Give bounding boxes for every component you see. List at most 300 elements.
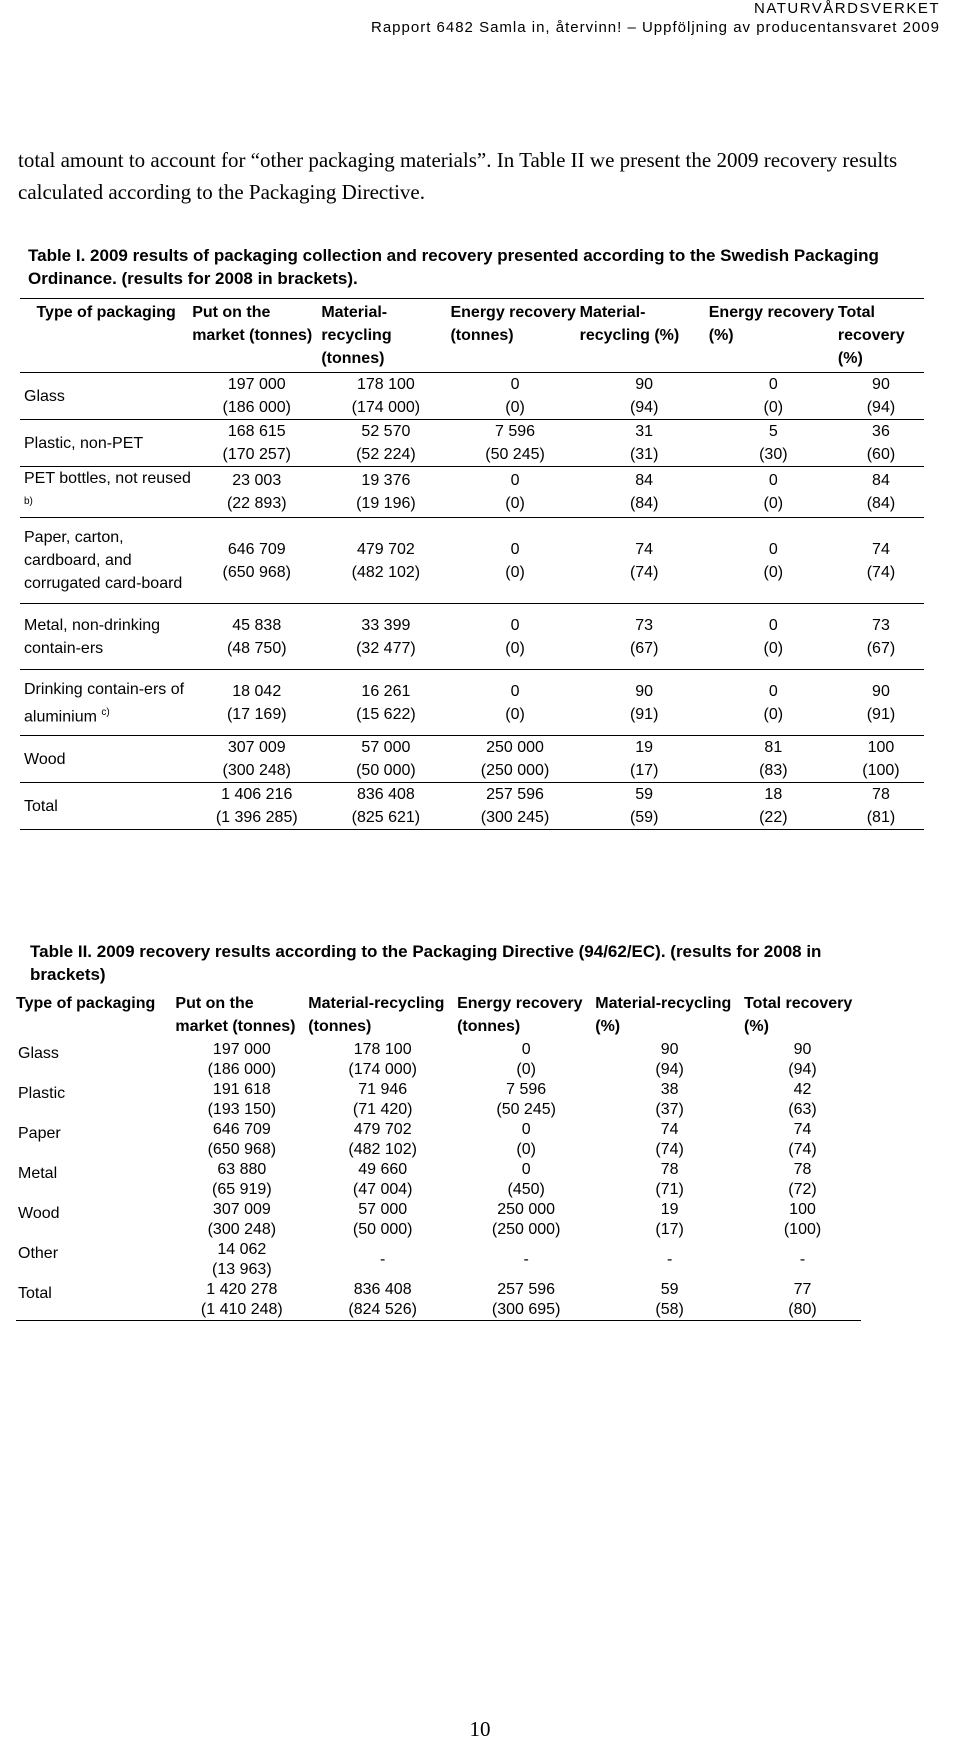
table1-value-cell [580, 467, 709, 518]
value-2008: (94) [629, 399, 659, 416]
value-2009: 49 660 [358, 1161, 408, 1178]
table2-value-cell [308, 1080, 457, 1120]
table1-type-cell [20, 467, 192, 518]
value-2009: 0 [768, 616, 778, 634]
value-2008: (19 196) [356, 495, 416, 513]
value-2009: 0 [510, 472, 520, 490]
packaging-type: Other [18, 1245, 59, 1262]
value-2009: 5 [768, 423, 778, 440]
table2-value-cell [175, 1080, 308, 1120]
value-2008: (825 621) [351, 809, 421, 827]
table2-value-cell [308, 1280, 457, 1321]
value-2009: 23 003 [232, 472, 282, 490]
value-2008: (71 420) [352, 1101, 413, 1118]
table2-header-row [16, 990, 861, 1040]
table2-value-cell [457, 1080, 595, 1120]
table2-value-cell [595, 1040, 744, 1080]
value-2009: 63 880 [217, 1161, 267, 1178]
table2-value-cell [744, 1240, 861, 1280]
value-2009: 0 [521, 1161, 531, 1178]
value-2009: 84 [872, 472, 890, 490]
value-2009: 197 000 [212, 1041, 271, 1058]
value-2008: (650 968) [222, 563, 291, 581]
table1-value-cell [192, 467, 321, 518]
value-2009: 646 709 [227, 540, 286, 558]
value-2009: 178 100 [353, 1041, 412, 1058]
value-2008: (300 248) [222, 762, 291, 780]
packaging-type: Plastic, non-PET [24, 434, 144, 452]
value-2008: (17) [655, 1221, 684, 1238]
value-2009: 250 000 [497, 1201, 556, 1218]
table1-value-cell [321, 670, 450, 736]
table2-value-cell [595, 1120, 744, 1160]
value-2009: - [666, 1251, 673, 1268]
table2-value-cell [308, 1200, 457, 1240]
packaging-type: Metal [18, 1165, 58, 1182]
value-2008: (91) [866, 705, 896, 723]
packaging-type: Total [24, 797, 58, 815]
value-2009: 45 838 [232, 616, 282, 634]
table1-value-cell [192, 783, 321, 830]
value-2009: 0 [510, 376, 520, 393]
table2-value-cell [595, 1240, 744, 1280]
value-2009: 77 [793, 1281, 812, 1298]
table1-value-cell [192, 373, 321, 420]
value-2008: (52 224) [356, 446, 416, 463]
table2-value-cell [175, 1120, 308, 1160]
value-2008: (74) [655, 1141, 684, 1158]
table1-header: Total recovery (%) [837, 304, 905, 367]
value-2008: (100) [862, 762, 900, 780]
table2-type-cell [16, 1240, 175, 1280]
table2-value-cell [175, 1040, 308, 1080]
value-2008: (67) [866, 639, 896, 657]
table2-value-cell [457, 1200, 595, 1240]
value-2008: (824 526) [348, 1301, 417, 1318]
value-2009: 0 [510, 540, 520, 558]
table1-value-cell [321, 783, 450, 830]
table2-value-cell [744, 1200, 861, 1240]
value-2009: 73 [635, 616, 654, 634]
table2-value-cell [595, 1080, 744, 1120]
table1-type-cell [20, 670, 192, 736]
value-2009: 74 [793, 1121, 812, 1138]
value-2008: (17 169) [226, 705, 287, 723]
value-2008: (170 257) [222, 446, 291, 463]
value-2009: 42 [793, 1081, 812, 1098]
table2-header: Put on the market (tonnes) [175, 995, 296, 1035]
value-2009: 16 261 [361, 682, 411, 700]
table2-value-cell [457, 1160, 595, 1200]
table1-type-cell [20, 420, 192, 467]
value-2009: 18 042 [232, 682, 282, 700]
value-2008: (63) [788, 1101, 817, 1118]
value-2008: (174 000) [348, 1061, 417, 1078]
table1-header: Put on the market (tonnes) [192, 304, 313, 344]
value-2009: 307 009 [212, 1201, 271, 1218]
table2-value-cell [308, 1040, 457, 1080]
value-2008: (1 396 285) [215, 809, 298, 827]
table1-value-cell [580, 373, 709, 420]
value-2009: 59 [660, 1281, 679, 1298]
value-2009: 0 [768, 472, 778, 490]
value-2008: (50 000) [352, 1221, 413, 1238]
value-2008: (47 004) [352, 1181, 413, 1198]
value-2009: 31 [635, 423, 654, 440]
table2-value-cell [595, 1160, 744, 1200]
table2-value-cell [308, 1160, 457, 1200]
value-2009: 36 [872, 423, 890, 440]
table2-header: Energy recovery (tonnes) [457, 995, 583, 1035]
value-2009: 307 009 [227, 739, 286, 757]
value-2009: 197 000 [227, 376, 286, 393]
value-2009: - [799, 1251, 806, 1268]
value-2008: (67) [629, 639, 659, 657]
value-2009: 0 [510, 616, 520, 634]
table1-value-cell [580, 604, 709, 670]
value-2009: 100 [867, 739, 895, 757]
table1-value-cell [321, 736, 450, 783]
value-2009: 71 946 [358, 1081, 408, 1098]
value-2009: 81 [764, 739, 783, 757]
value-2009: 0 [521, 1121, 531, 1138]
packaging-type: Glass [18, 1045, 59, 1062]
packaging-type: Drinking contain-ers of aluminium [24, 680, 185, 725]
table2-value-cell [744, 1080, 861, 1120]
table2-row [16, 1200, 861, 1240]
value-2009: 78 [793, 1161, 812, 1178]
table1-header: Material-recycling (%) [579, 304, 680, 344]
value-2009: - [380, 1251, 386, 1268]
value-2008: (84) [629, 495, 659, 513]
value-2009: 257 596 [486, 786, 544, 804]
value-2008: (50 245) [496, 1101, 556, 1118]
table1-value-cell [192, 670, 321, 736]
table1-header: Energy recovery (tonnes) [450, 304, 576, 344]
value-2009: 479 702 [353, 1121, 412, 1138]
value-2009: 0 [521, 1041, 531, 1058]
table1-caption: Table I. 2009 results of packaging collection and recovery presented according to the Swedish Packaging Ordinance. (results for 2008 in brackets). [28, 246, 879, 288]
table1-value-cell [321, 467, 450, 518]
value-2009: 78 [660, 1161, 679, 1178]
value-2008: (83) [759, 762, 788, 780]
table1-value-cell [709, 783, 838, 830]
table1-value-cell [450, 373, 579, 420]
value-2008: (72) [788, 1181, 817, 1198]
value-2008: (32 477) [356, 639, 416, 657]
table1-value-cell [321, 604, 450, 670]
value-2008: (250 000) [480, 762, 550, 780]
value-2009: 90 [793, 1041, 812, 1058]
value-2008: (0) [763, 705, 784, 723]
table1-value-cell [321, 373, 450, 420]
value-2008: (0) [763, 563, 784, 581]
table1-value-cell [580, 420, 709, 467]
table1-value-cell [709, 420, 838, 467]
table1-value-cell [838, 373, 924, 420]
value-2009: 90 [635, 682, 654, 700]
table2-row [16, 1120, 861, 1160]
table2-value-cell [457, 1240, 595, 1280]
value-2009: 74 [635, 540, 654, 558]
value-2008: (13 963) [212, 1261, 272, 1278]
table1-value-cell [192, 736, 321, 783]
value-2008: (0) [505, 563, 525, 581]
table2-value-cell [308, 1120, 457, 1160]
table1-value-cell [450, 670, 579, 736]
table1-row [20, 518, 924, 604]
value-2008: (50 000) [356, 762, 416, 780]
table2-caption: Table II. 2009 recovery results according to the Packaging Directive (94/62/EC). (results for 2008 in brackets) [30, 942, 822, 984]
value-2008: (84) [866, 495, 896, 513]
value-2009: 78 [872, 786, 890, 804]
packaging-type: Plastic [18, 1085, 66, 1102]
table2-value-cell [175, 1280, 308, 1321]
table1-value-cell [580, 736, 709, 783]
table1 [20, 298, 924, 830]
packaging-type: Total [18, 1285, 52, 1302]
value-2009: 191 618 [212, 1081, 271, 1098]
value-2008: (482 102) [348, 1141, 417, 1158]
value-2008: (300 248) [207, 1221, 277, 1238]
value-2009: 257 596 [497, 1281, 556, 1298]
value-2008: (0) [763, 399, 784, 416]
value-2008: (50 245) [485, 446, 545, 463]
table2-value-cell [595, 1280, 744, 1321]
page-header [371, 0, 940, 37]
table1-value-cell [709, 467, 838, 518]
table1-row [20, 783, 924, 830]
value-2009: 479 702 [356, 540, 415, 558]
table1-row [20, 420, 924, 467]
value-2008: (0) [516, 1061, 536, 1078]
value-2009: 1 406 216 [221, 786, 293, 804]
value-2009: 0 [768, 540, 778, 558]
value-2008: (0) [516, 1141, 536, 1158]
value-2009: 0 [768, 376, 778, 393]
packaging-type: Wood [18, 1205, 60, 1222]
table2-row [16, 1040, 861, 1080]
value-2009: 90 [872, 376, 890, 393]
packaging-type: Wood [24, 750, 66, 768]
table2-header: Material-recycling (%) [595, 995, 732, 1035]
table2-value-cell [595, 1200, 744, 1240]
value-2008: (71) [655, 1181, 684, 1198]
table1-value-cell [838, 783, 924, 830]
table1-row [20, 467, 924, 518]
value-2008: (0) [505, 495, 525, 513]
table1-header: Material-recycling (tonnes) [321, 304, 392, 367]
value-2009: 57 000 [361, 739, 411, 757]
value-2009: 178 100 [356, 376, 415, 393]
value-2008: (60) [866, 446, 896, 463]
value-2008: (74) [629, 563, 659, 581]
table2-value-cell [744, 1040, 861, 1080]
table2-value-cell [457, 1280, 595, 1321]
table1-value-cell [838, 518, 924, 604]
table1-value-cell [580, 783, 709, 830]
value-2009: 0 [510, 682, 520, 700]
table2-row [16, 1160, 861, 1200]
header-org: NATURVÅRDSVERKET [754, 0, 940, 17]
value-2009: 33 399 [361, 616, 411, 634]
value-2008: (450) [507, 1181, 545, 1198]
packaging-type: Glass [24, 387, 65, 405]
value-2008: (91) [629, 705, 659, 723]
table2-value-cell [744, 1280, 861, 1321]
value-2009: 100 [789, 1201, 816, 1218]
table1-header: Type of packaging [36, 304, 176, 321]
value-2008: (0) [763, 495, 784, 513]
value-2008: (65 919) [212, 1181, 272, 1198]
table1-value-cell [450, 604, 579, 670]
packaging-type: PET bottles, not reused [24, 470, 191, 487]
value-2009: 7 596 [495, 423, 536, 440]
table2-type-cell [16, 1200, 175, 1240]
table1-value-cell [838, 670, 924, 736]
value-2008: (37) [655, 1101, 684, 1118]
value-2008: (193 150) [207, 1101, 277, 1118]
value-2009: 19 [635, 739, 654, 757]
table1-type-cell [20, 736, 192, 783]
value-2009: 14 062 [217, 1241, 267, 1258]
value-2009: 1 420 278 [206, 1281, 278, 1298]
table1-row [20, 736, 924, 783]
value-2008: (0) [505, 705, 525, 723]
table1-value-cell [709, 670, 838, 736]
table1-value-cell [709, 604, 838, 670]
table1-type-cell [20, 373, 192, 420]
value-2009: 168 615 [227, 423, 286, 440]
value-2008: (74) [788, 1141, 817, 1158]
value-2008: (94) [788, 1061, 817, 1078]
table1-value-cell [838, 467, 924, 518]
table1-value-cell [580, 670, 709, 736]
table2-row [16, 1280, 861, 1321]
table1-value-cell [450, 467, 579, 518]
table2-row [16, 1240, 861, 1280]
value-2008: (17) [629, 762, 659, 780]
header-report-title: Rapport 6482 Samla in, återvinn! – Uppföljning av producentansvaret 2009 [371, 19, 940, 36]
value-2009: 0 [768, 682, 778, 700]
table1-value-cell [838, 604, 924, 670]
value-2009: 90 [635, 376, 654, 393]
value-2008: (30) [759, 446, 788, 463]
table2-header: Material-recycling (tonnes) [308, 995, 445, 1035]
table2-value-cell [175, 1200, 308, 1240]
table1-value-cell [709, 518, 838, 604]
value-2008: (22 893) [226, 495, 287, 513]
table2-value-cell [308, 1240, 457, 1280]
table1-value-cell [709, 373, 838, 420]
table1-header-row [20, 299, 924, 373]
value-2008: (650 968) [207, 1141, 277, 1158]
value-2008: (59) [629, 809, 659, 827]
value-2009: 74 [660, 1121, 679, 1138]
value-2008: (186 000) [222, 399, 291, 416]
table1-value-cell [321, 518, 450, 604]
value-2009: 59 [635, 786, 654, 804]
value-2008: (100) [783, 1221, 822, 1238]
table1-type-cell [20, 518, 192, 604]
value-2009: 646 709 [212, 1121, 271, 1138]
table2-type-cell [16, 1280, 175, 1321]
value-2009: 38 [660, 1081, 679, 1098]
value-2008: (81) [866, 809, 896, 827]
value-2009: 18 [764, 786, 783, 804]
table1-value-cell [450, 420, 579, 467]
table1-row [20, 373, 924, 420]
value-2008: (186 000) [207, 1061, 277, 1078]
value-2009: 836 408 [353, 1281, 412, 1298]
value-2008: (74) [866, 563, 896, 581]
table1-type-cell [20, 783, 192, 830]
packaging-type: Metal, non-drinking contain-ers [24, 616, 161, 657]
table1-value-cell [192, 420, 321, 467]
value-2008: (0) [505, 399, 525, 416]
table1-value-cell [450, 736, 579, 783]
value-2008: (80) [788, 1301, 817, 1318]
value-2009: 74 [872, 540, 890, 558]
table2-header: Type of packaging [16, 995, 156, 1012]
value-2008: (482 102) [351, 563, 421, 581]
table1-value-cell [838, 420, 924, 467]
table1-value-cell [450, 783, 579, 830]
intro-paragraph: total amount to account for “other packaging materials”. In Table II we present the 2009 recovery results calculated according to the Packaging Directive. [18, 148, 898, 204]
value-2009: 19 [660, 1201, 679, 1218]
table1-value-cell [321, 420, 450, 467]
table1-value-cell [580, 518, 709, 604]
value-2009: 7 596 [506, 1081, 547, 1098]
value-2008: (1 410 248) [200, 1301, 283, 1318]
value-2009: 19 376 [361, 472, 411, 490]
table2-type-cell [16, 1080, 175, 1120]
table2-type-cell [16, 1160, 175, 1200]
value-2008: (300 695) [491, 1301, 561, 1318]
value-2009: 836 408 [356, 786, 415, 804]
value-2009: 73 [872, 616, 890, 634]
table1-value-cell [838, 736, 924, 783]
value-2008: (0) [763, 639, 784, 657]
table1-value-cell [450, 518, 579, 604]
table2-type-cell [16, 1120, 175, 1160]
table2-value-cell [457, 1040, 595, 1080]
footnote-marker: c) [101, 706, 110, 718]
table1-value-cell [192, 518, 321, 604]
table2-value-cell [744, 1160, 861, 1200]
table2-value-cell [744, 1120, 861, 1160]
value-2008: (300 245) [480, 809, 550, 827]
packaging-type: Paper, carton, cardboard, and corrugated card-board [24, 529, 183, 593]
value-2009: 52 570 [361, 423, 411, 440]
value-2008: (22) [759, 809, 788, 827]
value-2008: (0) [505, 639, 525, 657]
value-2009: 90 [660, 1041, 679, 1058]
value-2009: 250 000 [486, 739, 544, 757]
table2-value-cell [457, 1120, 595, 1160]
packaging-type: Paper [18, 1125, 61, 1142]
page-number: 10 [469, 1717, 491, 1741]
table1-row [20, 604, 924, 670]
value-2009: 90 [872, 682, 890, 700]
table1-type-cell [20, 604, 192, 670]
value-2008: (174 000) [351, 399, 421, 416]
table1-value-cell [709, 736, 838, 783]
table2-value-cell [175, 1160, 308, 1200]
table2-type-cell [16, 1040, 175, 1080]
value-2008: (15 622) [356, 705, 416, 723]
table2-value-cell [175, 1240, 308, 1280]
